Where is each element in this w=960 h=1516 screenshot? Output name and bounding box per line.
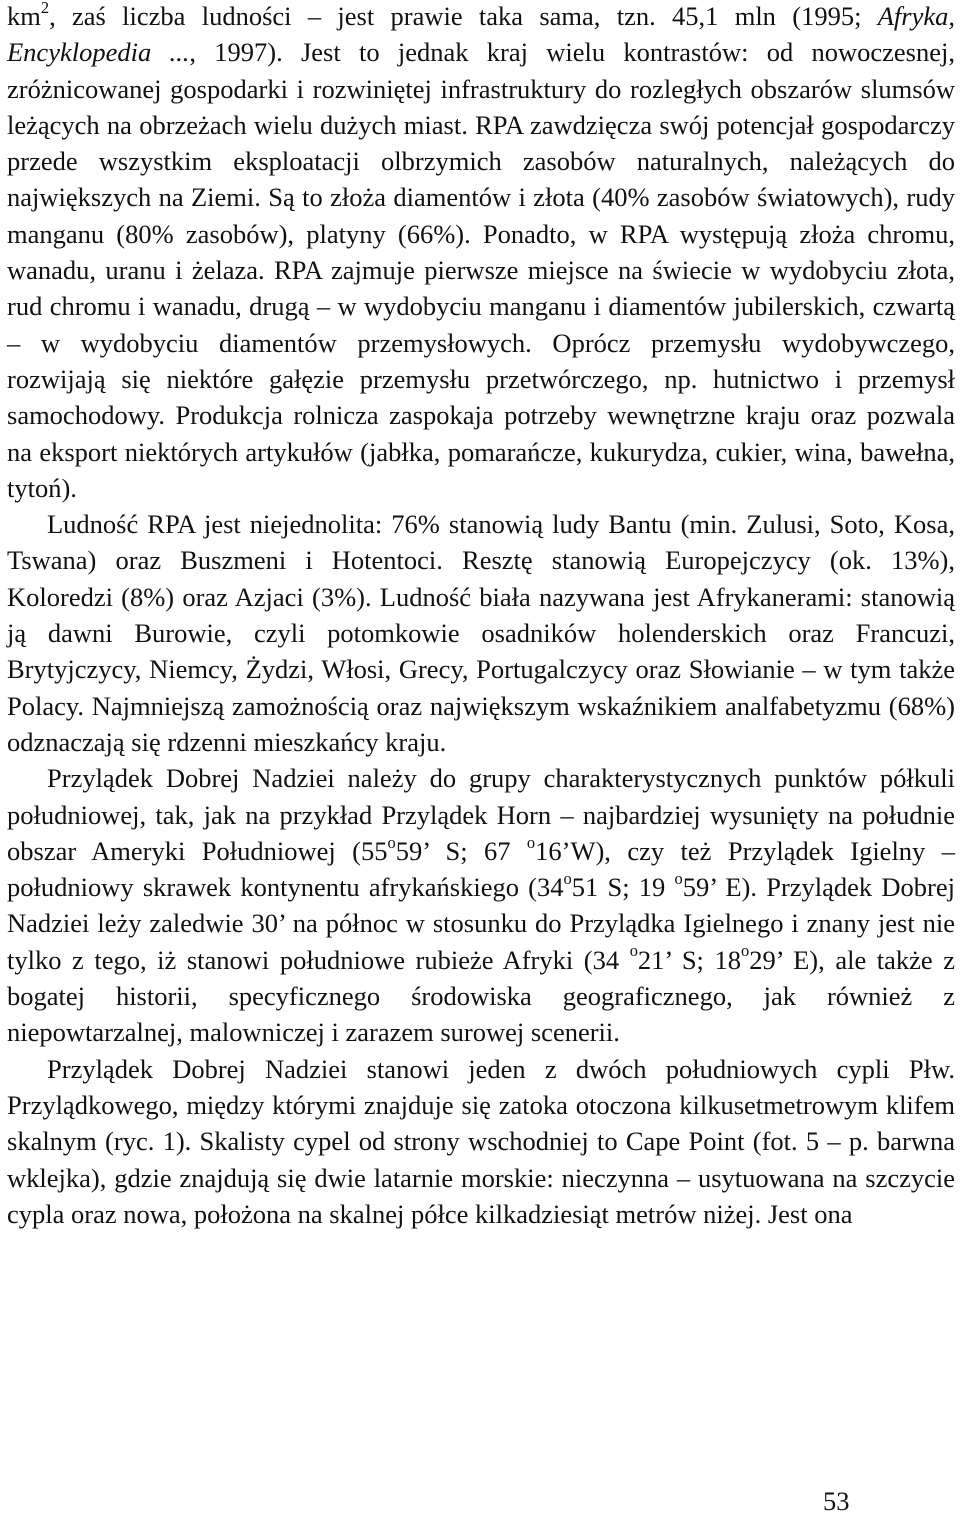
text-run: 51 S; 19 [571, 872, 675, 903]
document-page [7, 0, 955, 1232]
degree-superscript: o [674, 868, 683, 888]
degree-superscript: o [387, 832, 396, 852]
text-run: Ludność RPA jest niejednolita: 76% stanowią ludy Bantu (min. Zulusi, Soto, Kosa, Tswana) oraz Buszmeni i Hotentoci. Resztę stanowią Europejczycy (ok. 13%), Koloredzi (8%) oraz Azjaci (3%). Ludność biała nazywana jest Afrykanerami: stanowią ją dawni Burowie, czyli potomkowie osadników holenderskich oraz Francuzi, Brytyjczycy, Niemcy, Żydzi, Włosi, Grecy, Portugalczycy oraz Słowianie – w tym także Polacy. Najmniejszą zamożnością oraz największym wskaźnikiem analfabetyzmu (68%) odznaczają się rdzenni mieszkańcy kraju. [7, 509, 955, 757]
degree-superscript: o [629, 941, 638, 961]
page-number: 53 [823, 1486, 850, 1516]
text-run: Przylądek Dobrej Nadziei stanowi jeden z dwóch południowych cypli Płw. Przylądkowego, między którymi znajduje się zatoka otoczona kilkusetmetrowym klifem skalnym (ryc. 1). Skalisty cypel od strony wschodniej to Cape Point (fot. 5 – p. barwna wklejka), gdzie znajdują się dwie latarnie morskie: nieczynna – usytuowana na szczycie cypla oraz nowa, położona na skalnej półce kilkadziesiąt metrów niżej. Jest ona [7, 1053, 955, 1229]
paragraph-population-economy [7, 0, 955, 506]
paragraph-cape-of-good-hope [7, 760, 955, 1050]
text-run: 59’ E). Przylądek Dobrej Nadziei leży zaledwie 30’ na północ w stosunku do Przylądka Igielnego i znany jest nie tylko z tego, iż stanowi południowe rubieże Afryki (34 [7, 872, 955, 975]
paragraph-cape-peninsula [7, 1051, 955, 1232]
text-run: 21’ S; 18 [637, 944, 741, 975]
degree-superscript: o [526, 832, 536, 852]
superscript: 2 [40, 0, 50, 17]
text-run: km [7, 1, 41, 31]
paragraph-ethnic-composition [7, 506, 955, 760]
text-run: 16’W), czy też Przylądek Igielny – południowy skrawek kontynentu afrykańskiego (34 [7, 835, 955, 903]
text-run: , 1997). Jest to jednak kraj wielu kontrastów: od nowoczesnej, zróżnicowanej gospodarki i rozwiniętej infrastruktury do rozległych obszarów slumsów leżących na obrzeżach wielu dużych miast. [7, 37, 955, 140]
text-run: Przylądek Dobrej Nadziei należy do grupy charakterystycznych punktów półkuli południowej, tak, jak na przykład Przylądek Horn – najbardziej wysunięty na południe obszar Ameryki Południowej (55 [7, 763, 955, 866]
text-run: , zaś liczba ludności – jest prawie taka sama, tzn. 45,1 mln (1995; [49, 1, 878, 31]
text-run: 29’ E), ale także z bogatej historii, specyficznego środowiska geograficznego, jak również z niepowtarzalnej, malowniczej i zarazem surowej scenerii. [7, 944, 955, 1048]
degree-superscript: o [740, 941, 750, 961]
citation-title: Afryka, Encyklopedia ... [7, 1, 955, 68]
degree-superscript: o [563, 868, 572, 888]
text-run: 59’ S; 67 [395, 835, 527, 866]
text-run: RPA zawdzięcza swój potencjał gospodarczy przede wszystkim eksploatacji olbrzymich zasobów naturalnych, należących do największych na Ziemi. Są to złoża diamentów i złota (40% zasobów światowych), rudy manganu (80% zasobów), platyny (66%). Ponadto, w RPA występują złoża chromu, wanadu, uranu i żelaza. RPA zajmuje pierwsze miejsce na świecie w wydobyciu złota, rud chromu i wanadu, drugą – w wydobyciu manganu i diamentów jubilerskich, czwartą – w wydobyciu diamentów przemysłowych. Oprócz przemysłu wydobywczego, rozwijają się niektóre gałęzie przemysłu przetwórczego, np. hutnictwo i przemysł samochodowy. Produkcja rolnicza zaspokaja potrzeby wewnętrzne kraju oraz pozwala na eksport niektórych artykułów (jabłka, pomarańcze, kukurydza, cukier, wina, bawełna, tytoń). [7, 109, 955, 503]
